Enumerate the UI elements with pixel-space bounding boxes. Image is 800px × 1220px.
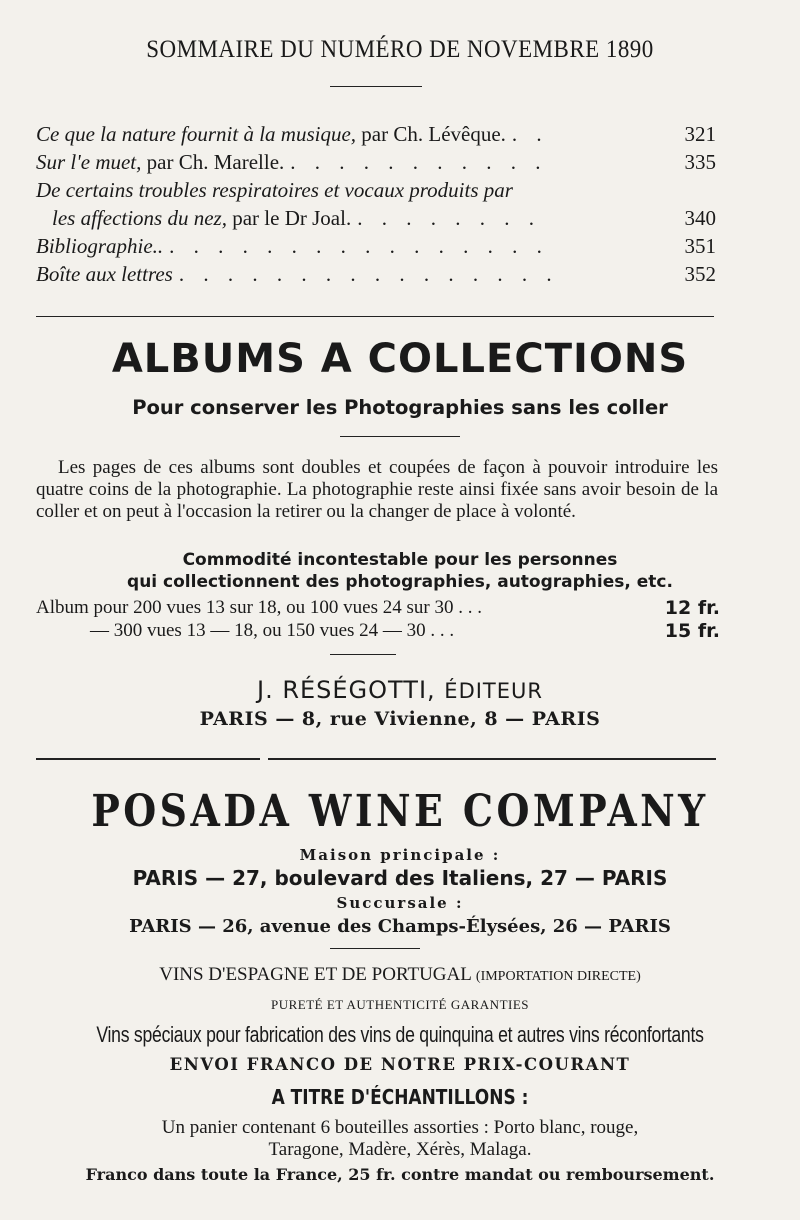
branch-label: Succursale : <box>336 894 464 912</box>
albums-highlight: Commodité incontestable pour les personnes <box>182 550 618 570</box>
toc-entry <box>36 150 716 178</box>
section-divider <box>36 758 260 760</box>
posada-title: POSADA WINE COMPANY <box>91 786 709 837</box>
toc-page: 335 <box>684 150 716 174</box>
toc-page: 340 <box>684 206 716 230</box>
editor-role: ÉDITEUR <box>444 679 543 703</box>
speciaux-line: Vins spéciaux pour fabrication des vins de quinquina et autres vins réconfortants <box>96 1022 704 1047</box>
envoi-line: ENVOI FRANCO DE NOTRE PRIX-COURANT <box>169 1055 631 1074</box>
albums-subtitle: Pour conserver les Photographies sans les coller <box>132 396 668 419</box>
albums-description-text: Les pages de ces albums sont doubles et coupées de façon à pouvoir introduire les quatre coins de la photographie. La photographie reste ainsi fixée sans avoir besoin de la coller et on peut à l'occasion la retirer ou la changer de place à volonté. <box>36 457 718 522</box>
vins-text: VINS D'ESPAGNE ET DE PORTUGAL <box>159 964 472 985</box>
section-divider <box>36 316 714 317</box>
toc-title: Sur l'e muet, <box>36 150 142 174</box>
main-label: Maison principale : <box>299 846 501 864</box>
toc-page: 352 <box>684 262 716 286</box>
franco-line: Franco dans toute la France, 25 fr. contre mandat ou remboursement. <box>85 1165 715 1184</box>
main-address: PARIS — 27, boulevard des Italiens, 27 — PARIS <box>132 866 668 890</box>
toc-entry <box>36 234 716 262</box>
price-row <box>36 620 720 642</box>
albums-highlight: qui collectionnent des photographies, autographies, etc. <box>127 572 673 592</box>
vins-note: (IMPORTATION DIRECTE) <box>475 969 641 984</box>
vins-line <box>0 964 800 986</box>
toc-author: par Ch. Marelle. <box>146 150 285 174</box>
titre-line: A TITRE D'ÉCHANTILLONS : <box>271 1085 529 1109</box>
price-row <box>36 597 720 619</box>
toc-author: par le Dr Joal. <box>232 206 352 230</box>
toc-title: Ce que la nature fournit à la musique, <box>36 122 357 146</box>
toc-entry <box>36 178 716 206</box>
price-amount: 15 fr. <box>664 620 720 642</box>
table-of-contents <box>36 122 716 290</box>
toc-entry <box>36 122 716 150</box>
summary-title: SOMMAIRE DU NUMÉRO DE NOVEMBRE 1890 <box>146 36 654 63</box>
branch-address: PARIS — 26, avenue des Champs-Élysées, 26 — PARIS <box>129 916 671 937</box>
toc-title: Boîte aux lettres <box>36 262 173 286</box>
albums-address: PARIS — 8, rue Vivienne, 8 — PARIS <box>199 708 601 730</box>
toc-author: par Ch. Lévêque. <box>361 122 506 146</box>
editor-name: J. RÉSÉGOTTI, <box>256 676 436 704</box>
purete-line: PURETÉ ET AUTHENTICITÉ GARANTIES <box>270 997 530 1012</box>
divider <box>330 86 422 87</box>
toc-page: 321 <box>684 122 716 146</box>
editor-line <box>0 676 800 704</box>
divider <box>330 948 420 949</box>
toc-leader: . . . . . . . . . . . . . . . . <box>169 234 549 258</box>
divider <box>330 654 396 655</box>
toc-leader: . . . . . . . . <box>357 206 541 230</box>
price-label: — 300 vues 13 — 18, ou 150 vues 24 — 30 . . . <box>90 620 455 641</box>
toc-title: les affections du nez, <box>52 206 227 230</box>
toc-leader: . . <box>511 122 549 146</box>
panier-line: Taragone, Madère, Xérès, Malaga. <box>268 1139 532 1160</box>
section-divider <box>268 758 716 760</box>
divider <box>340 436 460 437</box>
price-label: Album pour 200 vues 13 sur 18, ou 100 vues 24 sur 30 . . . <box>36 597 482 618</box>
albums-description <box>36 457 718 523</box>
toc-title: Bibliographie.. <box>36 234 164 258</box>
toc-leader: . . . . . . . . . . . <box>290 150 548 174</box>
price-amount: 12 fr. <box>664 597 720 619</box>
panier-line: Un panier contenant 6 bouteilles assorties : Porto blanc, rouge, <box>161 1117 639 1138</box>
toc-page: 351 <box>684 234 716 258</box>
toc-entry <box>36 206 716 234</box>
albums-title: ALBUMS A COLLECTIONS <box>111 336 689 382</box>
toc-title: De certains troubles respiratoires et vocaux produits par <box>36 178 513 202</box>
toc-leader: . . . . . . . . . . . . . . . . <box>178 262 559 286</box>
toc-entry <box>36 262 716 290</box>
